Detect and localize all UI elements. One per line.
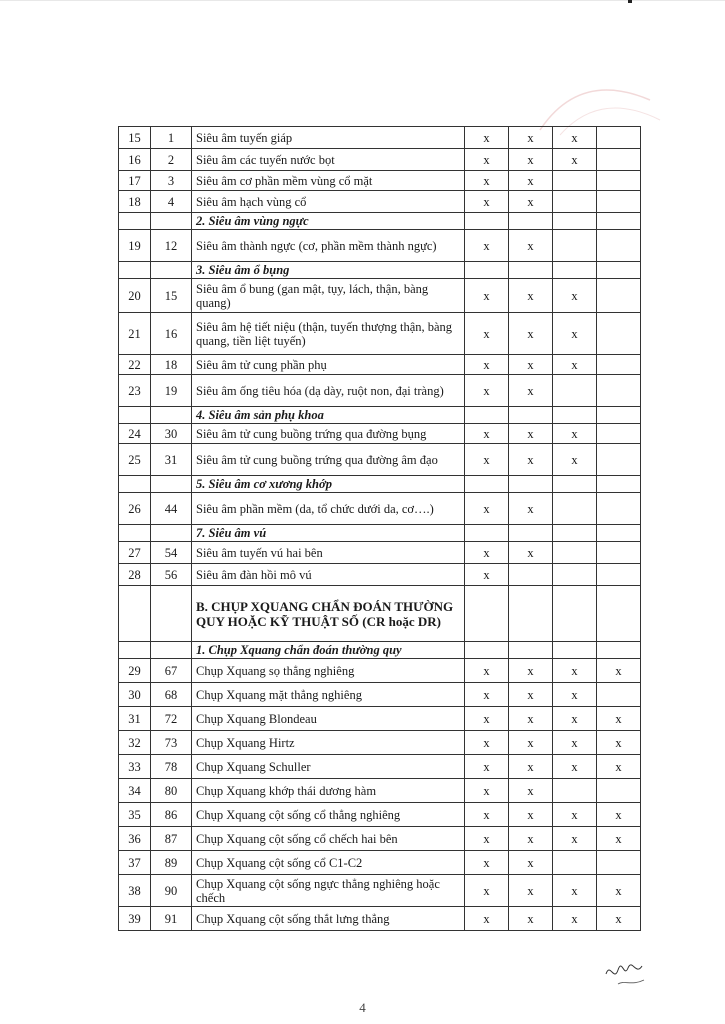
cell-mark-4 — [597, 564, 641, 586]
cell-name: Chụp Xquang khớp thái dương hàm — [192, 779, 465, 803]
table-row — [119, 779, 641, 803]
cell-mark-2: x — [509, 707, 553, 731]
cell-tt — [151, 476, 192, 493]
cell-mark-1: x — [465, 191, 509, 213]
cell-name: Chụp Xquang Schuller — [192, 755, 465, 779]
cell-mark-3: x — [553, 127, 597, 149]
table-row — [119, 907, 641, 931]
signature-icon — [604, 958, 648, 990]
cell-mark-2: x — [509, 875, 553, 907]
cell-mark-4: x — [597, 707, 641, 731]
cell-mark-4: x — [597, 803, 641, 827]
cell-stt: 34 — [119, 779, 151, 803]
table-row — [119, 803, 641, 827]
cell-mark-1: x — [465, 444, 509, 476]
cell-stt: 16 — [119, 149, 151, 171]
cell-mark-2: x — [509, 127, 553, 149]
cell-mark-2: x — [509, 659, 553, 683]
cell-mark-1: x — [465, 564, 509, 586]
cell-mark-4 — [597, 525, 641, 542]
table-row — [119, 313, 641, 355]
cell-tt: 18 — [151, 355, 192, 375]
cell-stt — [119, 586, 151, 642]
cell-mark-3: x — [553, 907, 597, 931]
cell-stt: 24 — [119, 424, 151, 444]
cell-tt: 78 — [151, 755, 192, 779]
cell-mark-2: x — [509, 907, 553, 931]
cell-mark-4 — [597, 355, 641, 375]
cell-mark-3 — [553, 851, 597, 875]
cell-mark-1: x — [465, 230, 509, 262]
cell-tt: 54 — [151, 542, 192, 564]
cell-mark-4 — [597, 683, 641, 707]
cell-stt: 38 — [119, 875, 151, 907]
cell-stt: 35 — [119, 803, 151, 827]
cell-mark-2: x — [509, 230, 553, 262]
cell-stt — [119, 262, 151, 279]
cell-mark-4 — [597, 424, 641, 444]
cell-mark-2: x — [509, 279, 553, 313]
cell-mark-3 — [553, 586, 597, 642]
cell-tt: 16 — [151, 313, 192, 355]
cell-stt — [119, 476, 151, 493]
cell-mark-3: x — [553, 444, 597, 476]
cell-mark-3: x — [553, 827, 597, 851]
cell-tt: 91 — [151, 907, 192, 931]
cell-mark-1: x — [465, 827, 509, 851]
cell-mark-1 — [465, 642, 509, 659]
cell-mark-4 — [597, 279, 641, 313]
cell-tt: 3 — [151, 171, 192, 191]
cell-mark-4 — [597, 851, 641, 875]
cell-mark-1: x — [465, 659, 509, 683]
cell-name: Siêu âm tử cung phần phụ — [192, 355, 465, 375]
section-row — [119, 476, 641, 493]
cell-mark-1 — [465, 262, 509, 279]
cell-name: 4. Siêu âm sản phụ khoa — [192, 407, 465, 424]
top-border — [0, 0, 725, 1]
cell-stt: 19 — [119, 230, 151, 262]
cell-name: Siêu âm các tuyến nước bọt — [192, 149, 465, 171]
cell-tt — [151, 642, 192, 659]
cell-tt: 87 — [151, 827, 192, 851]
cell-name: Chụp Xquang Hirtz — [192, 731, 465, 755]
cell-mark-3: x — [553, 875, 597, 907]
cell-stt: 20 — [119, 279, 151, 313]
cell-name: 2. Siêu âm vùng ngực — [192, 213, 465, 230]
cell-name: Siêu âm ống tiêu hóa (dạ dày, ruột non, đại tràng) — [192, 375, 465, 407]
cell-mark-4: x — [597, 755, 641, 779]
cell-mark-2: x — [509, 755, 553, 779]
cell-tt — [151, 213, 192, 230]
table-row — [119, 149, 641, 171]
cell-mark-4 — [597, 262, 641, 279]
cell-mark-2: x — [509, 375, 553, 407]
cell-mark-1: x — [465, 779, 509, 803]
cell-mark-3 — [553, 525, 597, 542]
cell-tt — [151, 525, 192, 542]
cell-mark-1: x — [465, 907, 509, 931]
cell-stt — [119, 213, 151, 230]
cell-mark-1: x — [465, 731, 509, 755]
procedure-table — [118, 126, 641, 931]
cell-name: Siêu âm hệ tiết niệu (thận, tuyến thượng thận, bàng quang, tiền liệt tuyến) — [192, 313, 465, 355]
cell-stt: 26 — [119, 493, 151, 525]
cell-mark-2: x — [509, 171, 553, 191]
cell-mark-1: x — [465, 375, 509, 407]
cell-mark-1: x — [465, 851, 509, 875]
table-row — [119, 542, 641, 564]
cell-mark-2: x — [509, 851, 553, 875]
cell-tt: 89 — [151, 851, 192, 875]
cell-mark-2 — [509, 525, 553, 542]
cell-stt: 23 — [119, 375, 151, 407]
cell-mark-4 — [597, 493, 641, 525]
cell-mark-4: x — [597, 731, 641, 755]
cell-mark-1: x — [465, 542, 509, 564]
cell-mark-4 — [597, 213, 641, 230]
cell-name: Siêu âm tử cung buồng trứng qua đường âm đạo — [192, 444, 465, 476]
cell-mark-2: x — [509, 355, 553, 375]
cell-mark-3 — [553, 262, 597, 279]
cell-tt: 2 — [151, 149, 192, 171]
cell-mark-2: x — [509, 424, 553, 444]
cell-mark-1: x — [465, 707, 509, 731]
cell-mark-1 — [465, 213, 509, 230]
cell-mark-3 — [553, 171, 597, 191]
cell-mark-2 — [509, 476, 553, 493]
cell-mark-2: x — [509, 149, 553, 171]
cell-mark-1: x — [465, 279, 509, 313]
cell-mark-1 — [465, 525, 509, 542]
cell-mark-2: x — [509, 803, 553, 827]
table-row — [119, 827, 641, 851]
cell-stt: 36 — [119, 827, 151, 851]
cell-mark-1: x — [465, 149, 509, 171]
table-row — [119, 424, 641, 444]
cell-tt: 86 — [151, 803, 192, 827]
cell-mark-2: x — [509, 827, 553, 851]
cell-mark-4: x — [597, 659, 641, 683]
cell-tt — [151, 407, 192, 424]
cell-tt: 31 — [151, 444, 192, 476]
cell-name: Chụp Xquang cột sống thắt lưng thẳng — [192, 907, 465, 931]
cell-mark-1: x — [465, 355, 509, 375]
cell-mark-2 — [509, 642, 553, 659]
cell-tt: 12 — [151, 230, 192, 262]
cell-mark-3 — [553, 476, 597, 493]
cell-tt: 1 — [151, 127, 192, 149]
cell-tt: 68 — [151, 683, 192, 707]
cell-mark-4 — [597, 779, 641, 803]
cell-stt: 27 — [119, 542, 151, 564]
cell-tt: 67 — [151, 659, 192, 683]
cell-stt: 28 — [119, 564, 151, 586]
cell-mark-3: x — [553, 803, 597, 827]
cell-name: Siêu âm cơ phần mềm vùng cổ mặt — [192, 171, 465, 191]
cell-name: Chụp Xquang cột sống cổ thẳng nghiêng — [192, 803, 465, 827]
cell-name: 7. Siêu âm vú — [192, 525, 465, 542]
cell-mark-1: x — [465, 493, 509, 525]
cell-stt: 15 — [119, 127, 151, 149]
cell-mark-4 — [597, 230, 641, 262]
cell-name: Chụp Xquang mặt thẳng nghiêng — [192, 683, 465, 707]
cell-tt: 72 — [151, 707, 192, 731]
cell-tt: 80 — [151, 779, 192, 803]
cell-mark-3: x — [553, 313, 597, 355]
cell-mark-3 — [553, 230, 597, 262]
cell-stt: 18 — [119, 191, 151, 213]
cell-mark-1: x — [465, 683, 509, 707]
cell-mark-1: x — [465, 171, 509, 191]
table-row — [119, 444, 641, 476]
cell-stt: 39 — [119, 907, 151, 931]
cell-name: 5. Siêu âm cơ xương khớp — [192, 476, 465, 493]
heading-row — [119, 586, 641, 642]
cell-stt: 25 — [119, 444, 151, 476]
cell-name: Siêu âm hạch vùng cổ — [192, 191, 465, 213]
cell-name: Siêu âm ổ bung (gan mật, tụy, lách, thận, bàng quang) — [192, 279, 465, 313]
cell-name: Chụp Xquang cột sống cổ chếch hai bên — [192, 827, 465, 851]
cell-tt: 19 — [151, 375, 192, 407]
cell-stt — [119, 642, 151, 659]
cell-mark-2: x — [509, 191, 553, 213]
section-row — [119, 262, 641, 279]
cell-stt: 32 — [119, 731, 151, 755]
scan-mark — [628, 0, 632, 3]
cell-mark-2 — [509, 564, 553, 586]
cell-mark-3 — [553, 375, 597, 407]
cell-tt: 30 — [151, 424, 192, 444]
cell-mark-4 — [597, 313, 641, 355]
cell-mark-2: x — [509, 313, 553, 355]
cell-tt: 4 — [151, 191, 192, 213]
cell-stt: 37 — [119, 851, 151, 875]
table-row — [119, 375, 641, 407]
table-row — [119, 230, 641, 262]
table-row — [119, 564, 641, 586]
table-row — [119, 683, 641, 707]
cell-mark-3: x — [553, 424, 597, 444]
cell-mark-1 — [465, 407, 509, 424]
table-row — [119, 707, 641, 731]
cell-name: 3. Siêu âm ổ bụng — [192, 262, 465, 279]
table-row — [119, 279, 641, 313]
cell-mark-3 — [553, 642, 597, 659]
cell-name: Chụp Xquang Blondeau — [192, 707, 465, 731]
cell-stt: 33 — [119, 755, 151, 779]
cell-mark-1: x — [465, 127, 509, 149]
cell-mark-3: x — [553, 731, 597, 755]
cell-mark-3 — [553, 191, 597, 213]
table-row — [119, 493, 641, 525]
cell-stt: 31 — [119, 707, 151, 731]
table-row — [119, 755, 641, 779]
cell-name: Siêu âm tuyến giáp — [192, 127, 465, 149]
cell-mark-1: x — [465, 755, 509, 779]
cell-name: Chụp Xquang sọ thẳng nghiêng — [192, 659, 465, 683]
cell-mark-3 — [553, 542, 597, 564]
table-row — [119, 127, 641, 149]
cell-mark-4 — [597, 375, 641, 407]
cell-name: Siêu âm tử cung buồng trứng qua đường bụng — [192, 424, 465, 444]
table-row — [119, 659, 641, 683]
cell-tt: 15 — [151, 279, 192, 313]
cell-mark-4: x — [597, 827, 641, 851]
cell-name: Chụp Xquang cột sống ngực thẳng nghiêng hoặc chếch — [192, 875, 465, 907]
cell-mark-4: x — [597, 875, 641, 907]
cell-mark-4 — [597, 191, 641, 213]
cell-name: 1. Chụp Xquang chẩn đoán thường quy — [192, 642, 465, 659]
cell-mark-2: x — [509, 542, 553, 564]
cell-mark-3: x — [553, 659, 597, 683]
cell-mark-3: x — [553, 707, 597, 731]
cell-name: Siêu âm tuyến vú hai bên — [192, 542, 465, 564]
cell-mark-2: x — [509, 493, 553, 525]
cell-mark-3 — [553, 779, 597, 803]
cell-mark-3 — [553, 493, 597, 525]
cell-mark-4 — [597, 642, 641, 659]
cell-stt — [119, 525, 151, 542]
cell-mark-1: x — [465, 875, 509, 907]
cell-mark-4 — [597, 444, 641, 476]
cell-mark-3: x — [553, 755, 597, 779]
cell-tt: 90 — [151, 875, 192, 907]
cell-mark-4 — [597, 542, 641, 564]
cell-mark-1: x — [465, 313, 509, 355]
cell-mark-2: x — [509, 731, 553, 755]
cell-mark-4 — [597, 127, 641, 149]
cell-mark-3 — [553, 564, 597, 586]
cell-mark-3: x — [553, 683, 597, 707]
table-row — [119, 191, 641, 213]
cell-stt — [119, 407, 151, 424]
cell-mark-2: x — [509, 444, 553, 476]
cell-stt: 30 — [119, 683, 151, 707]
section-row — [119, 642, 641, 659]
cell-stt: 21 — [119, 313, 151, 355]
cell-mark-4: x — [597, 907, 641, 931]
cell-mark-2 — [509, 586, 553, 642]
cell-mark-4 — [597, 407, 641, 424]
cell-name: Siêu âm phần mềm (da, tổ chức dưới da, cơ….) — [192, 493, 465, 525]
cell-mark-4 — [597, 586, 641, 642]
cell-mark-4 — [597, 149, 641, 171]
cell-mark-3 — [553, 213, 597, 230]
cell-tt: 73 — [151, 731, 192, 755]
cell-stt: 29 — [119, 659, 151, 683]
cell-mark-1: x — [465, 803, 509, 827]
cell-mark-2 — [509, 213, 553, 230]
cell-mark-3 — [553, 407, 597, 424]
table-row — [119, 875, 641, 907]
section-row — [119, 525, 641, 542]
cell-mark-4 — [597, 171, 641, 191]
cell-name: B. CHỤP XQUANG CHẨN ĐOÁN THƯỜNG QUY HOẶC KỸ THUẬT SỐ (CR hoặc DR) — [192, 586, 465, 642]
cell-tt — [151, 262, 192, 279]
cell-stt: 17 — [119, 171, 151, 191]
cell-mark-1 — [465, 586, 509, 642]
table-row — [119, 851, 641, 875]
cell-stt: 22 — [119, 355, 151, 375]
cell-tt: 44 — [151, 493, 192, 525]
cell-mark-2 — [509, 407, 553, 424]
page-number: 4 — [359, 1000, 366, 1015]
cell-mark-2: x — [509, 779, 553, 803]
cell-name: Siêu âm thành ngực (cơ, phần mềm thành ngực) — [192, 230, 465, 262]
cell-tt — [151, 586, 192, 642]
cell-mark-3: x — [553, 279, 597, 313]
cell-mark-2 — [509, 262, 553, 279]
cell-mark-3: x — [553, 149, 597, 171]
cell-mark-1: x — [465, 424, 509, 444]
table-row — [119, 355, 641, 375]
cell-name: Chụp Xquang cột sống cổ C1-C2 — [192, 851, 465, 875]
section-row — [119, 407, 641, 424]
cell-mark-1 — [465, 476, 509, 493]
table-row — [119, 171, 641, 191]
table-row — [119, 731, 641, 755]
cell-tt: 56 — [151, 564, 192, 586]
cell-mark-3: x — [553, 355, 597, 375]
section-row — [119, 213, 641, 230]
cell-mark-4 — [597, 476, 641, 493]
cell-name: Siêu âm đàn hồi mô vú — [192, 564, 465, 586]
cell-mark-2: x — [509, 683, 553, 707]
